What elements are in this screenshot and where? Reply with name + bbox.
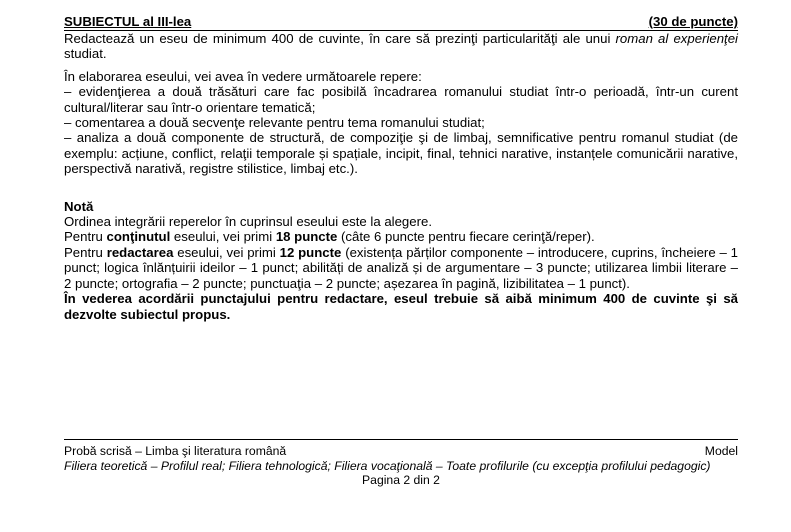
page-footer: [64, 439, 738, 488]
bold-text: redactarea: [106, 244, 174, 260]
reper-item: – comentarea a două secvenţe relevante pentru tema romanului studiat;: [64, 115, 485, 131]
nota-redactare-points: [64, 245, 738, 291]
nota-title: Notă: [64, 198, 94, 214]
footer-model: Model: [704, 444, 738, 458]
bold-text: 12 puncte: [279, 244, 342, 260]
section-header: [64, 14, 738, 31]
reper-item: – analiza a două componente de structură, de compoziţie şi de limbaj, semnificative pentru romanul studiat (de exemplu: acțiune, conflict, relaţii temporale și spațiale, incipit, final, tehnici narative, instanțele comunicării narative, perspectivă narativă, registre stilistice, limbaj etc.).: [64, 130, 738, 177]
bold-text: conţinutul: [106, 229, 171, 245]
page-number: Pagina 2 din 2: [362, 473, 440, 487]
prompt-italic: roman al experienţei: [615, 31, 738, 46]
document-page: [64, 14, 738, 322]
reper-item: – evidenţierea a două trăsături care fac posibilă încadrarea romanului studiat într-o perioadă, într-un curent cultural/literar sau într-o orientare tematică;: [64, 84, 738, 115]
repere-lead: În elaborarea eseului, vei avea în vedere următoarele repere:: [64, 68, 422, 84]
text: eseului, vei primi: [173, 244, 280, 260]
prompt-text: Redactează un eseu de minimum 400 de cuvinte, în care să prezinţi particularităţi ale unui: [64, 31, 616, 46]
nota-content-points: [64, 229, 738, 244]
section-points: (30 de puncte): [648, 14, 738, 29]
text: Pentru: [64, 244, 107, 260]
text: eseului, vei primi: [170, 229, 276, 245]
section-title: SUBIECTUL al III-lea: [64, 14, 192, 29]
text: (câte 6 puncte pentru fiecare cerinţă/reper).: [337, 229, 595, 245]
footer-exam: Probă scrisă – Limba şi literatura română: [64, 444, 287, 458]
text: Pentru: [64, 229, 107, 245]
bold-text: 18 puncte: [275, 229, 338, 245]
text: (existența părților componente – introducere, cuprins, încheiere – 1 punct; logica înlănțuirii ideilor – 1 punct; abilități de analiză și de argumentare – 3 puncte; utilizarea limbii literare – 2 puncte; ortografia – 2 puncte; punctuaţia – 2 puncte; așezarea în pagină, lizibilitatea – 1 punct).: [64, 244, 738, 291]
nota-final: În vederea acordării punctajului pentru redactare, eseul trebuie să aibă minimum 400 de cuvinte şi să dezvolte subiectul propus.: [64, 291, 738, 322]
essay-prompt: [64, 31, 738, 62]
nota-line: Ordinea integrării reperelor în cuprinsul eseului este la alegere.: [64, 214, 432, 230]
footer-profiles: Filiera teoretică – Profilul real; Filiera tehnologică; Filiera vocaţională – Toate profilurile (cu excepţia profilului pedagogic): [64, 458, 711, 473]
prompt-text-end: studiat.: [64, 46, 107, 62]
